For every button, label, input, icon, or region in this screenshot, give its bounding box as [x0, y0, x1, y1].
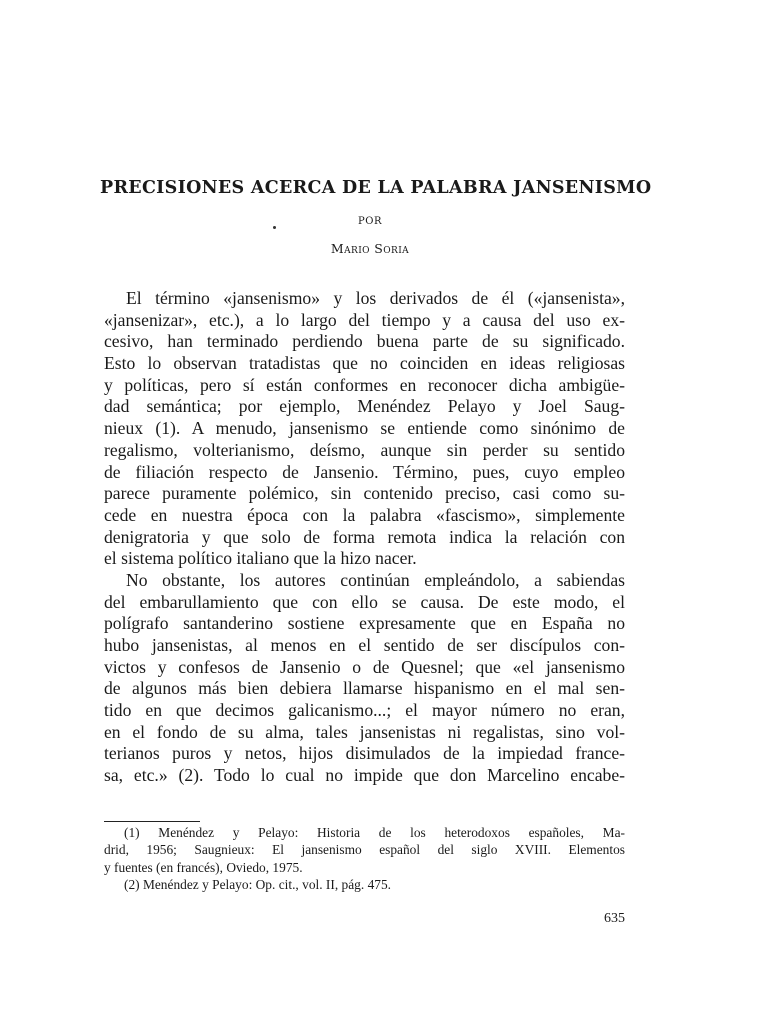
body-line: «jansenizar», etc.), a lo largo del tiempo y a causa del uso ex-	[104, 309, 625, 330]
body-line: hubo jansenistas, al menos en el sentido de ser discípulos con-	[104, 635, 625, 655]
body-line: del embarullamiento que con ello se causa. De este modo, el	[104, 591, 625, 612]
body-line: denigratoria y que solo de forma remota indica la relación con	[104, 526, 625, 547]
body-line: polígrafo santanderino sostiene expresamente que en España no	[104, 613, 625, 634]
body-line: parece puramente polémico, sin contenido preciso, casi como su-	[104, 483, 625, 504]
body-line: tido en que decimos galicanismo...; el mayor número no eran,	[104, 700, 625, 721]
body-line: terianos puros y netos, hijos disimulados de la impiedad france-	[104, 743, 625, 764]
body-line: No obstante, los autores continúan empleándolo, a sabiendas	[126, 569, 625, 590]
body-text	[104, 288, 625, 787]
body-line: de algunos más bien debiera llamarse hispanismo en el mal sen-	[104, 678, 625, 699]
body-line: El término «jansenismo» y los derivados de él («jansenista»,	[126, 288, 625, 308]
author-name: Mario Soria	[330, 241, 410, 256]
footnote-2-line: (2) Menéndez y Pelayo: Op. cit., vol. II, pág. 475.	[124, 876, 392, 892]
byline-por: POR	[358, 216, 382, 227]
body-line: cesivo, han terminado perdiendo buena parte de su significado.	[104, 331, 625, 352]
footnote-1-line: (1) Menéndez y Pelayo: Historia de los heterodoxos españoles, Ma-	[124, 825, 625, 840]
article-title: PRECISIONES ACERCA DE LA PALABRA JANSENISMO	[100, 178, 652, 198]
body-line: de filiación respecto de Jansenio. Término, pues, cuyo empleo	[104, 461, 625, 482]
footnote-rule	[104, 821, 200, 822]
body-line: nieux (1). A menudo, jansenismo se entiende como sinónimo de	[104, 418, 625, 439]
body-line: Esto lo observan tratadistas que no coinciden en ideas religiosas	[104, 353, 625, 374]
footnote-1-line: drid, 1956; Saugnieux: El jansenismo español del siglo XVIII. Elementos	[104, 842, 625, 858]
body-line: regalismo, volterianismo, deísmo, aunque sin perder su sentido	[104, 439, 625, 460]
body-line: el sistema político italiano que la hizo nacer.	[104, 548, 417, 569]
page-number: 635	[604, 911, 625, 926]
body-line: y políticas, pero sí están conformes en reconocer dicha ambigüe-	[104, 374, 625, 395]
body-line: victos y confesos de Jansenio o de Quesnel; que «el jansenismo	[104, 656, 625, 677]
footnote-1-line: y fuentes (en francés), Oviedo, 1975.	[104, 859, 303, 875]
body-line: cede en nuestra época con la palabra «fascismo», simplemente	[104, 504, 625, 525]
ink-speck	[273, 226, 276, 229]
body-line: sa, etc.» (2). Todo lo cual no impide que don Marcelino encabe-	[104, 765, 625, 786]
body-line: en el fondo de su alma, tales jansenistas ni regalistas, sino vol-	[104, 721, 625, 742]
footnotes	[104, 824, 625, 893]
body-line: dad semántica; por ejemplo, Menéndez Pelayo y Joel Saug-	[104, 396, 625, 417]
